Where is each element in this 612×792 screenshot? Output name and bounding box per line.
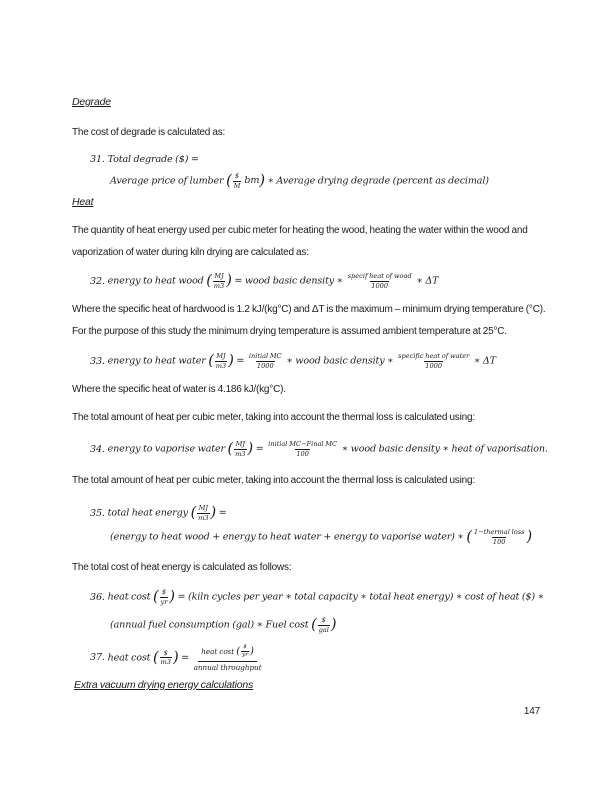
fraction: $\frac{MJ}{m3}$ (198, 504, 209, 522)
eq-term: Average price of lumber (110, 175, 224, 187)
left-paren: ( (152, 649, 159, 666)
left-paren: ( (226, 172, 232, 189)
paren-group (466, 528, 532, 546)
paren-group (228, 440, 253, 458)
eq-term: energy to heat water (107, 355, 206, 367)
section-heading-degrade: Degrade (72, 96, 111, 108)
left-paren: ( (466, 528, 472, 545)
paren-group (153, 649, 178, 667)
equation-33 (72, 352, 540, 370)
paren-group (153, 588, 175, 606)
equation-36-line2 (72, 616, 578, 634)
paren-group (226, 172, 265, 190)
paren-group (206, 272, 231, 290)
eq-term: = wood basic density ∗ (234, 275, 344, 287)
paragraph-hardwood-note-line2: For the purpose of this study the minimum drying temperature is assumed ambient temperature at 25°C. (72, 326, 507, 337)
fraction: $\frac{\text{specif heat of wood}}{1000}$ (347, 272, 412, 290)
section-heading-heat: Heat (72, 196, 94, 208)
right-paren: ) (249, 645, 254, 657)
right-paren: ) (172, 649, 179, 666)
fraction: $\frac{\text{initial MC}}{1000}$ (248, 352, 282, 370)
eq-term: heat cost (107, 591, 151, 603)
right-paren: ) (526, 528, 532, 545)
big-fraction-numerator: heat cost ( $\frac{\$}{yr}$ ) (198, 644, 257, 662)
eq-term: Total degrade ($) = (107, 154, 199, 165)
big-fraction (194, 644, 262, 672)
equals-sign: = (255, 443, 264, 455)
equation-number: 35. (90, 507, 105, 519)
equals-sign: = (218, 507, 227, 519)
eq-term: total heat energy (107, 507, 188, 519)
paren-group (208, 352, 233, 370)
fraction: $\frac{MJ}{m3}$ (215, 352, 227, 370)
paragraph-total-heat-1: The total amount of heat per cubic meter, taking into account the thermal loss is calculated using: (72, 412, 475, 423)
equation-35-line1 (72, 504, 540, 522)
eq-term: = (kiln cycles per year ∗ total capacity ∗ total heat energy) ∗ cost of heat ($) ∗ (177, 591, 544, 603)
eq-term: bm (244, 175, 260, 187)
fraction: $\frac{\$}{\text{gal}}$ (318, 616, 329, 634)
equation-31-line1 (72, 155, 540, 165)
equation-number: 31. (90, 154, 105, 165)
eq-term: ∗ ΔT (416, 275, 439, 287)
right-paren: ) (228, 352, 234, 369)
page-number: 147 (523, 706, 540, 717)
equation-34 (72, 440, 548, 458)
section-heading-extra-vacuum: Extra vacuum drying energy calculations (74, 679, 254, 691)
paragraph-degrade-intro: The cost of degrade is calculated as: (72, 127, 226, 138)
equals-sign: = (236, 355, 245, 367)
paragraph-total-heat-2: The total amount of heat per cubic meter, taking into account the thermal loss is calculated using: (72, 475, 475, 486)
paragraph-heat-intro-line1: The quantity of heat energy used per cubic meter for heating the wood, heating the water within the wood and (72, 225, 528, 236)
left-paren: ( (152, 588, 159, 605)
fraction: $\frac{\$}{yr}$ (160, 588, 168, 606)
equation-36-line1 (72, 588, 544, 606)
paragraph-heat-intro-line2: vaporization of water during kiln drying are calculated as: (72, 247, 309, 258)
fraction: $\frac{\$}{yr}$ (242, 644, 248, 659)
paragraph-heat-cost-intro: The total cost of heat energy is calculated as follows: (72, 562, 292, 573)
equation-31-line2 (72, 172, 578, 190)
equation-37 (72, 644, 540, 672)
equation-number: 33. (90, 355, 105, 367)
left-paren: ( (190, 504, 197, 521)
fraction: $\frac{\$}{M}$ (233, 172, 241, 190)
right-paren: ) (330, 616, 337, 633)
left-paren: ( (311, 616, 317, 633)
eq-term: (annual fuel consumption (gal) ∗ Fuel cost (110, 619, 309, 631)
eq-term: ∗ wood basic density ∗ (286, 355, 394, 367)
left-paren: ( (208, 352, 214, 369)
left-paren: ( (236, 645, 241, 657)
equation-number: 32. (90, 275, 105, 287)
fraction: $\frac{\$}{m3}$ (160, 648, 171, 667)
eq-term: ∗ Average drying degrade (percent as decimal) (267, 175, 489, 187)
right-paren: ) (259, 172, 265, 189)
right-paren: ) (210, 504, 217, 521)
equation-number: 36. (90, 591, 105, 603)
fraction: $\frac{\text{specific heat of water}}{1000}$ (398, 352, 470, 370)
right-paren: ) (169, 588, 175, 605)
paren-group (311, 616, 336, 634)
eq-term: heat cost (107, 652, 151, 664)
eq-term: energy to vaporise water (107, 443, 225, 455)
fraction: $\frac{MJ}{m3}$ (235, 440, 246, 458)
paragraph-hardwood-note-line1: Where the specific heat of hardwood is 1.2 kJ/(kg°C) and ΔT is the maximum – minimum drying temperature (°C). (72, 304, 546, 315)
equation-number: 37. (90, 652, 105, 664)
eq-term: ∗ wood basic density ∗ heat of vaporisation. (341, 443, 548, 455)
fraction: $\frac{MJ}{m3}$ (213, 272, 225, 290)
paragraph-water-note: Where the specific heat of water is 4.186 kJ/(kg°C). (72, 384, 286, 395)
big-fraction-denominator: annual throughput (193, 662, 262, 672)
right-paren: ) (247, 440, 254, 457)
equals-sign: = (181, 652, 189, 664)
equation-32 (72, 272, 540, 290)
fraction: $\frac{\text{initial MC−Final MC}}{100}$ (268, 440, 338, 458)
eq-term: (energy to heat wood + energy to heat water + energy to vaporise water) ∗ (110, 531, 464, 543)
fraction: $\frac{\text{1−thermal loss}}{100}$ (473, 528, 525, 546)
eq-term: ∗ ΔT (473, 355, 496, 367)
right-paren: ) (226, 272, 232, 289)
left-paren: ( (227, 440, 234, 457)
equation-number: 34. (90, 443, 105, 455)
equation-35-line2 (72, 528, 578, 546)
paren-group (191, 504, 216, 522)
left-paren: ( (206, 272, 212, 289)
eq-term: energy to heat wood (107, 275, 204, 287)
